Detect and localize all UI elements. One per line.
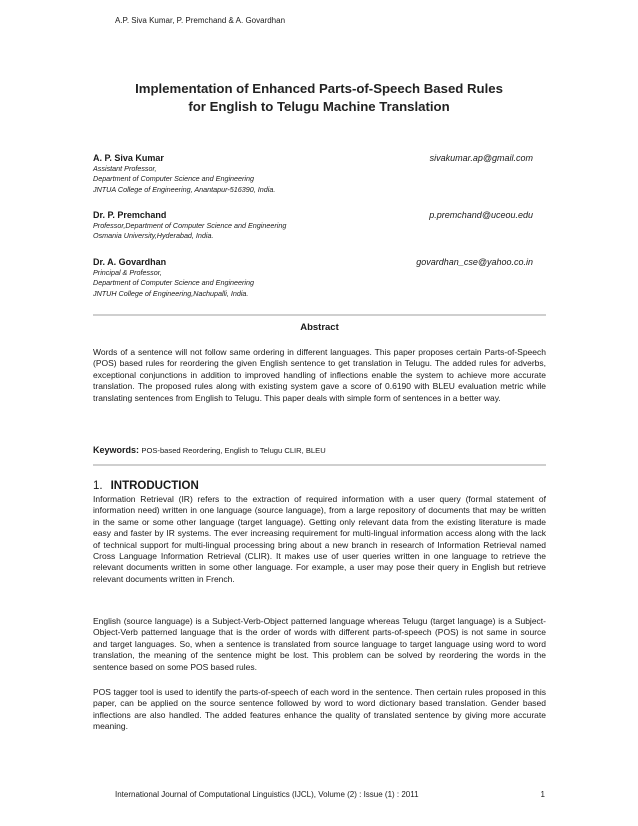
paper-title xyxy=(60,80,578,116)
author-block-2 xyxy=(93,209,553,242)
abstract-heading: Abstract xyxy=(300,322,339,333)
keywords-text: POS-based Reordering, English to Telugu CLIR, BLEU xyxy=(141,446,326,455)
intro-paragraph-2: English (source language) is a Subject-Verb-Object patterned language whereas Telugu (target language) is a Subject-Object-Verb patterned language that is the order of words with different parts-of-speech (POS) is not same in source and target languages. So, when a sentence is translated from source language to target language using word to word translation, the meaning of the sentence might be lost. This problem can be solved by reordering the words in the sentence based on some POS based rules. xyxy=(93,616,546,672)
section-title: INTRODUCTION xyxy=(110,480,199,492)
journal-citation: International Journal of Computational Linguistics (IJCL), Volume (2) : Issue (1) : 2011 xyxy=(115,790,419,799)
section-number: 1. xyxy=(93,480,103,492)
abstract-text: Words of a sentence will not follow same ordering in different languages. This paper proposes certain Parts-of-Speech (POS) based rules for reordering the given English sentence to get translation in Telugu. The added rules for adverbs, exceptional conjunctions in addition to improved handling of inflections enable the system to achieve more accurate translation. The proposed rules along with existing system gave a score of 0.6190 with BLEU evaluation metric while translating sentences from English to Telugu. This paper deals with simple form of sentences in a better way. xyxy=(93,347,546,403)
section-heading xyxy=(93,480,199,492)
divider-bottom xyxy=(93,464,546,466)
intro-paragraph-1: Information Retrieval (IR) refers to the extraction of required information with a user query (formal statement of information need) written in one language (source language), from a large repository of documents that may be written in the same or some other language (target language). Getting only relevant data from the existing literature is made easy and faster by IR systems. The ever increasing requirement for multi-lingual information access along with the lack of technical support for multi-lingual processing bring about a new branch in research of Information Retrieval named Cross Language Information Retrieval (CLIR). It makes use of user queries written in one language to retrieve the relevant documents written in some other language. For example, a user may pose their query in English but retrieve relevant documents written in French. xyxy=(93,494,546,584)
author-affiliation-line: JNTUH College of Engineering,Nachupalli, India. xyxy=(93,288,249,298)
keywords-label: Keywords: xyxy=(93,445,140,455)
author-email[interactable]: p.premchand@uceou.edu xyxy=(429,210,533,220)
author-affiliation-line: Professor,Department of Computer Science and Engineering xyxy=(93,221,287,230)
author-name: Dr. P. Premchand xyxy=(93,210,167,220)
keywords xyxy=(93,445,546,456)
author-affiliation-line: Department of Computer Science and Engineering xyxy=(93,174,255,184)
author-affiliation-line: JNTUA College of Engineering, Anantapur-516390, India. xyxy=(93,184,276,194)
author-email[interactable]: sivakumar.ap@gmail.com xyxy=(429,153,533,163)
divider-top xyxy=(93,314,546,316)
title-line-2: for English to Telugu Machine Translation xyxy=(188,99,450,114)
page-number: 1 xyxy=(540,790,545,799)
author-email[interactable]: govardhan_cse@yahoo.co.in xyxy=(416,257,533,267)
author-name: Dr. A. Govardhan xyxy=(93,257,167,267)
running-head: A.P. Siva Kumar, P. Premchand & A. Govardhan xyxy=(115,16,286,25)
author-affiliation-line: Department of Computer Science and Engineering xyxy=(93,278,255,288)
author-affiliation-line: Osmania University,Hyderabad, India. xyxy=(93,231,214,241)
page-footer xyxy=(115,790,545,799)
author-affiliation-line: Principal & Professor, xyxy=(93,268,162,277)
author-block-1 xyxy=(93,152,553,195)
author-name: A. P. Siva Kumar xyxy=(93,153,164,163)
intro-paragraph-3: POS tagger tool is used to identify the parts-of-speech of each word in the sentence. Then certain rules proposed in this paper, can be applied on the source sentence followed by word to word dictionary based translation. Gender based inflections are also handled. The added features enhance the quality of translated sentence by giving more accurate meaning. xyxy=(93,687,546,732)
author-block-3 xyxy=(93,256,553,299)
title-line-1: Implementation of Enhanced Parts-of-Speech Based Rules xyxy=(135,81,503,96)
author-affiliation-line: Assistant Professor, xyxy=(93,164,157,173)
